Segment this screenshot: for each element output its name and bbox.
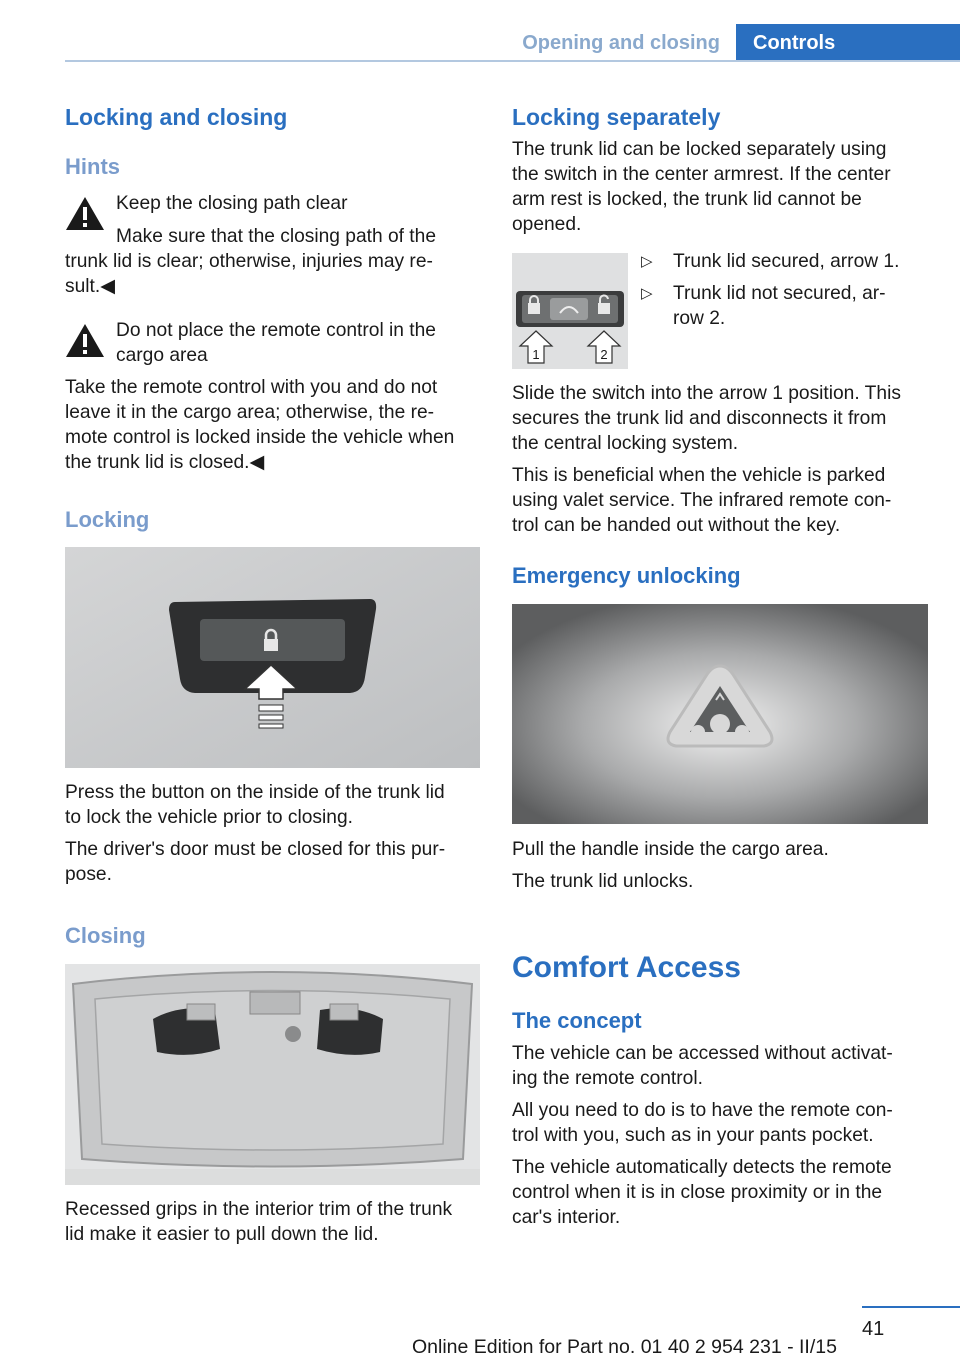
- bullet-icon: ▷: [641, 285, 653, 302]
- locking-text: The driver's door must be closed for this pur-: [65, 839, 446, 860]
- heading-closing: Closing: [65, 923, 146, 948]
- benefit-text: using valet service. The infrared remote con-: [512, 490, 892, 511]
- locking-separately-text: opened.: [512, 214, 582, 235]
- slide-text: secures the trunk lid and disconnects it from: [512, 408, 887, 429]
- locking-text: pose.: [65, 864, 112, 885]
- warning1-text: sult.◀: [65, 276, 115, 297]
- list-item-text: row 2.: [673, 308, 726, 329]
- arrow-2-label: 2: [600, 347, 608, 362]
- arrow-1-label: 1: [532, 347, 540, 362]
- heading-comfort-access: Comfort Access: [512, 951, 741, 984]
- bullet-icon: ▷: [641, 253, 653, 270]
- emergency-text: Pull the handle inside the cargo area.: [512, 839, 829, 860]
- warning-icon: [65, 195, 105, 231]
- section-tab: Opening and closing: [522, 32, 720, 54]
- heading-locking-separately: Locking separately: [512, 104, 721, 130]
- concept-text: All you need to do is to have the remote con-: [512, 1100, 893, 1121]
- warning1-text: trunk lid is clear; otherwise, injuries may re-: [65, 251, 433, 272]
- warning2-text: mote control is locked inside the vehicle when: [65, 427, 455, 448]
- heading-hints: Hints: [65, 154, 120, 179]
- emergency-text: The trunk lid unlocks.: [512, 871, 694, 892]
- concept-text: ing the remote control.: [512, 1068, 703, 1089]
- warning2-title: Do not place the remote control in the: [116, 320, 436, 341]
- locking-text: to lock the vehicle prior to closing.: [65, 807, 353, 828]
- slide-text: Slide the switch into the arrow 1 position. This: [512, 383, 901, 404]
- header-rule: [65, 60, 960, 62]
- locking-separately-text: arm rest is locked, the trunk lid cannot be: [512, 189, 862, 210]
- footer-rule: [862, 1306, 960, 1308]
- warning-icon: [65, 322, 105, 358]
- locking-separately-text: The trunk lid can be locked separately using: [512, 139, 887, 160]
- heading-emergency-unlocking: Emergency unlocking: [512, 563, 741, 588]
- heading-the-concept: The concept: [512, 1008, 642, 1033]
- heading-locking-and-closing: Locking and closing: [65, 104, 288, 130]
- warning2-text: the trunk lid is closed.◀: [65, 452, 265, 473]
- lock-button-illustration: [65, 547, 480, 768]
- emergency-handle-illustration: [512, 604, 928, 824]
- warning1-title: Keep the closing path clear: [116, 193, 348, 214]
- edition-text: Online Edition for Part no. 01 40 2 954 231 - II/15: [412, 1336, 837, 1358]
- warning2-text: leave it in the cargo area; otherwise, the re-: [65, 402, 435, 423]
- concept-text: car's interior.: [512, 1207, 621, 1228]
- concept-text: The vehicle can be accessed without activat-: [512, 1043, 893, 1064]
- closing-text: lid make it easier to pull down the lid.: [65, 1224, 379, 1245]
- warning2-text: Take the remote control with you and do not: [65, 377, 438, 398]
- warning1-text: Make sure that the closing path of the: [116, 226, 436, 247]
- locking-text: Press the button on the inside of the trunk lid: [65, 782, 445, 803]
- list-item-text: Trunk lid not secured, ar-: [673, 283, 886, 304]
- slide-text: the central locking system.: [512, 433, 739, 454]
- list-item-text: Trunk lid secured, arrow 1.: [673, 251, 900, 272]
- concept-text: The vehicle automatically detects the remote: [512, 1157, 892, 1178]
- locking-separately-text: the switch in the center armrest. If the center: [512, 164, 891, 185]
- closing-text: Recessed grips in the interior trim of the trunk: [65, 1199, 453, 1220]
- benefit-text: This is beneficial when the vehicle is parked: [512, 465, 886, 486]
- benefit-text: trol can be handed out without the key.: [512, 515, 841, 536]
- warning2-title: cargo area: [116, 345, 208, 366]
- concept-text: trol with you, such as in your pants pocket.: [512, 1125, 874, 1146]
- heading-locking: Locking: [65, 507, 150, 532]
- trunk-lid-illustration: [65, 964, 480, 1185]
- page-number: 41: [862, 1318, 885, 1340]
- trunk-switch-illustration: [512, 253, 628, 369]
- chapter-tab: Controls: [736, 24, 960, 62]
- concept-text: control when it is in close proximity or in the: [512, 1182, 883, 1203]
